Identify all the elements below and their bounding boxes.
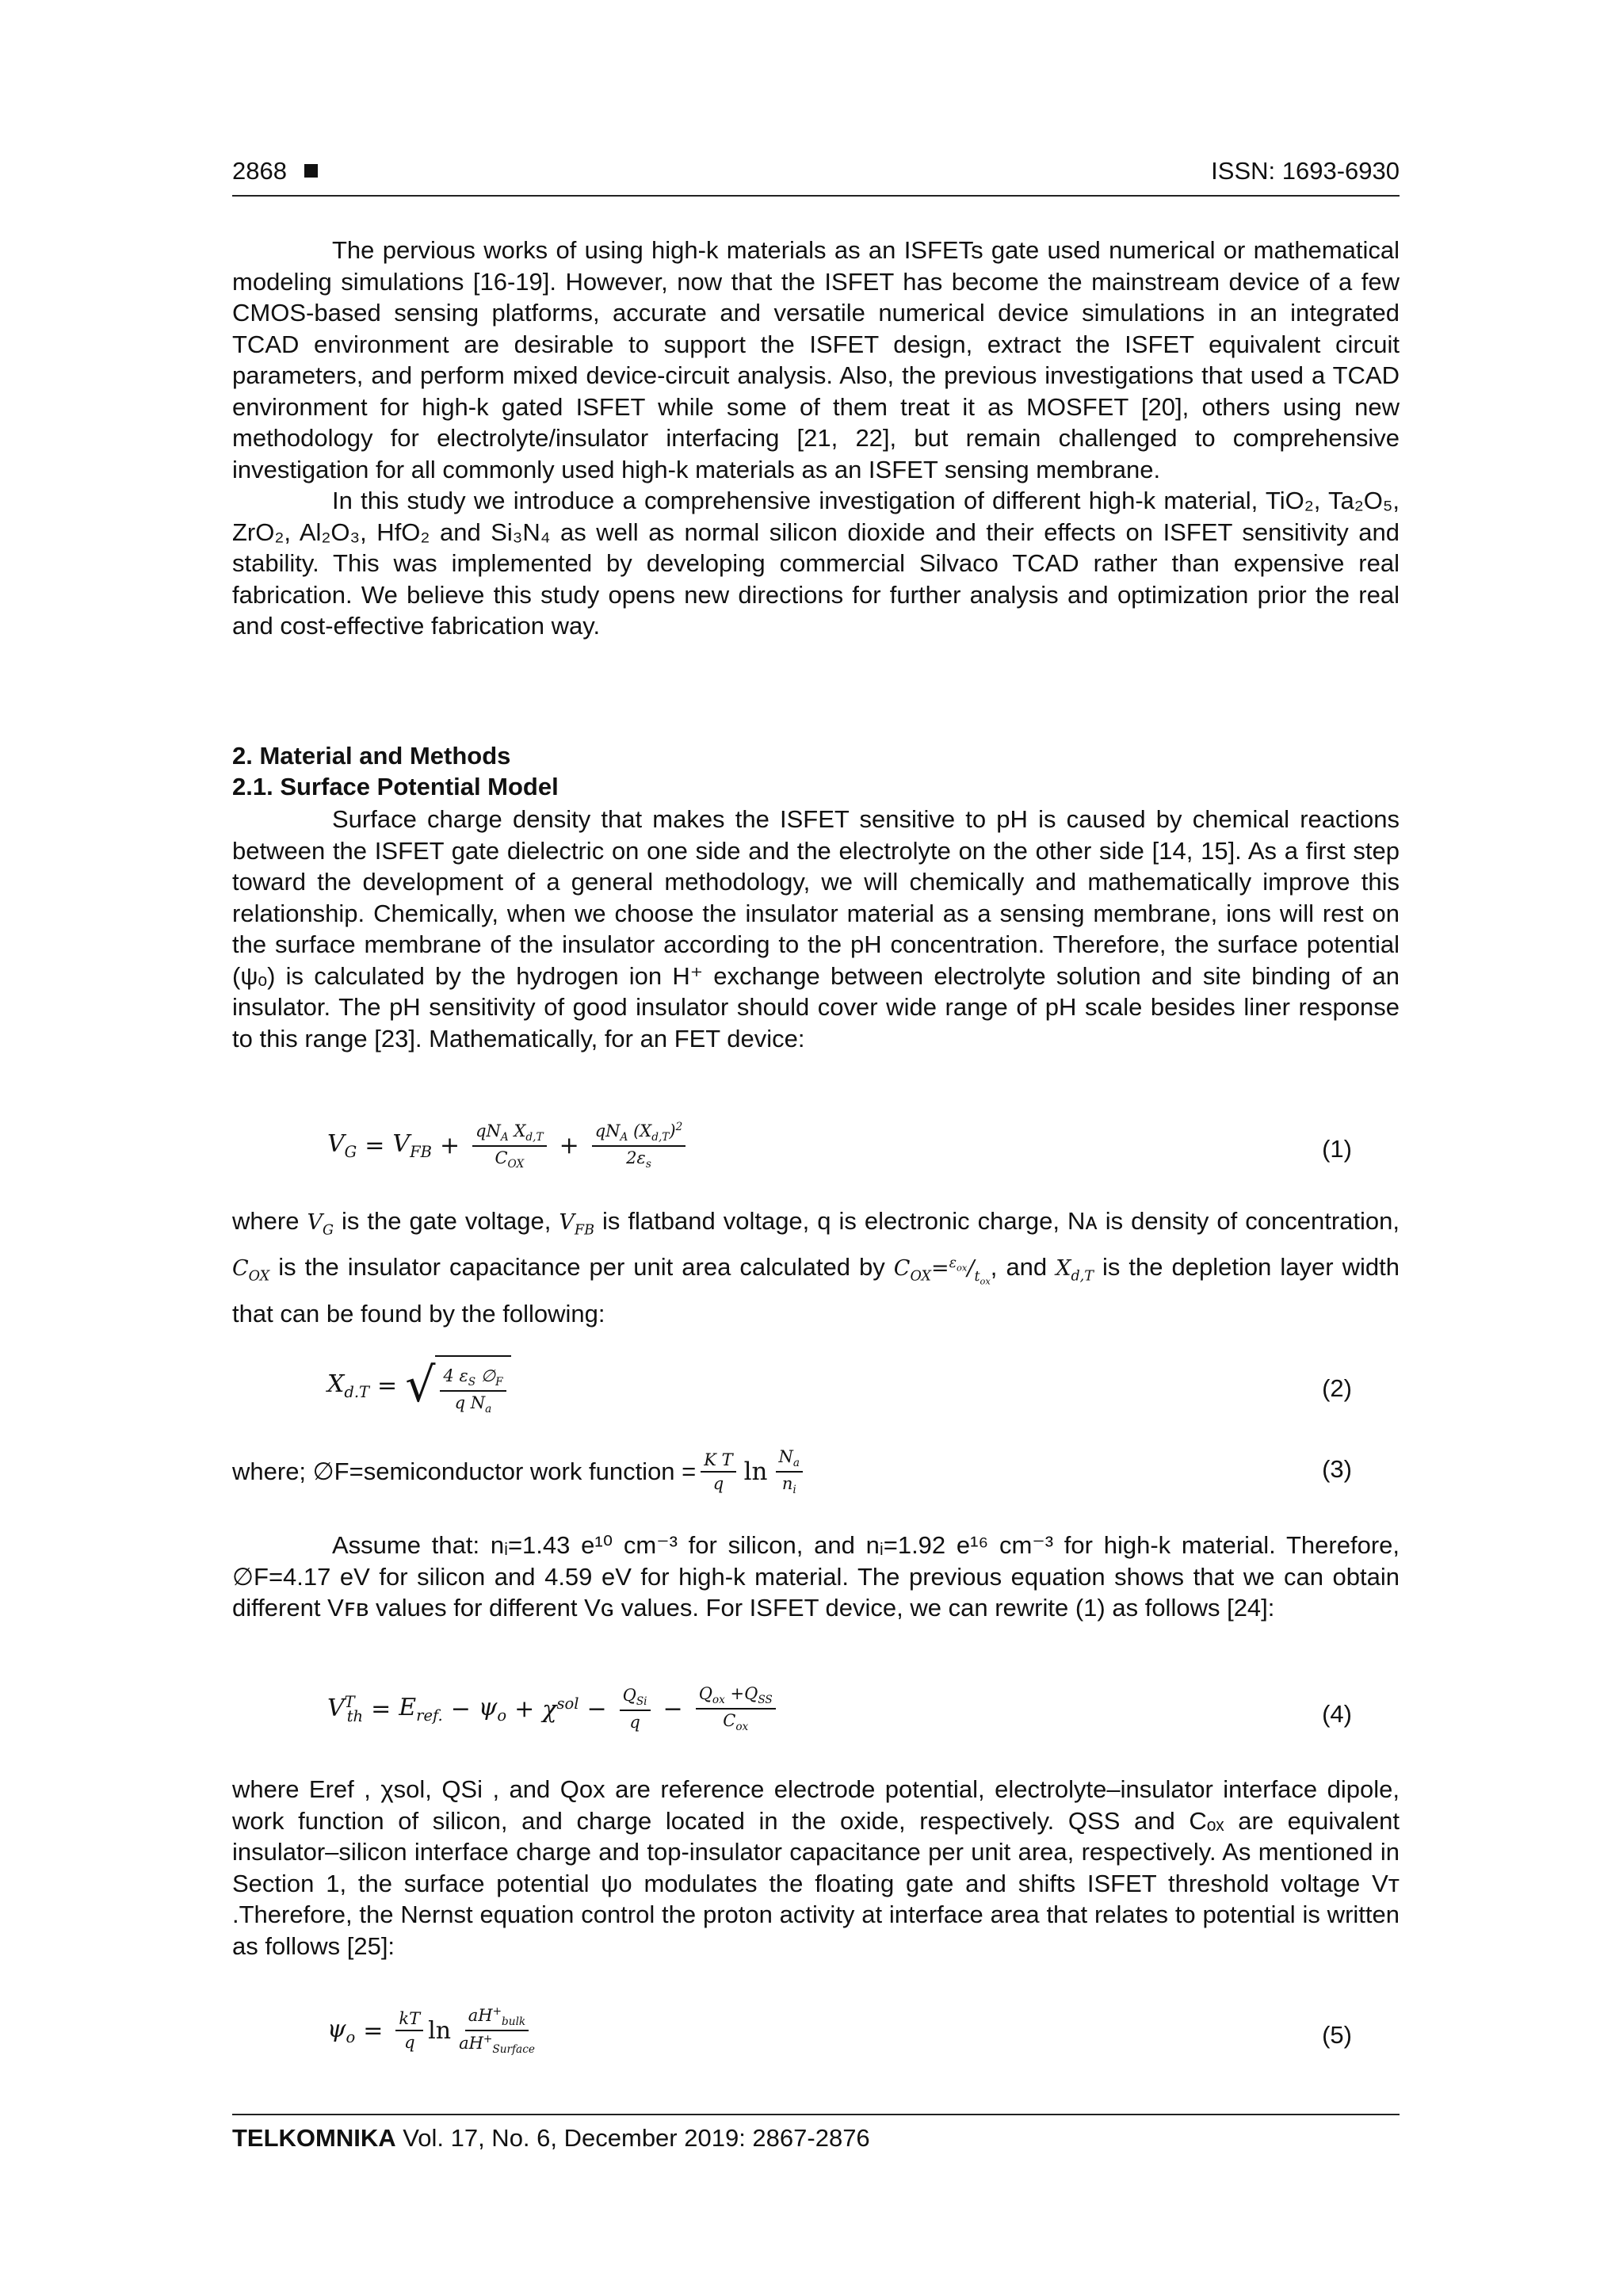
page-number: 2868 (232, 157, 287, 185)
square-bullet-icon (304, 164, 318, 178)
equation-4-body: $V^T_{th}$ = $E_{ref.}$ − $\psi_o$ + $\chi^{sol}$ − $\frac{Q_{Si}}{q}$ − $\frac{Q_{ox} +Q_{SS}}{C_{ox}}$ (327, 1684, 781, 1733)
equation-1-body: $V_G$ = $V_{FB}$ + $\frac{qN_A X_{d,T}}{C_{OX}}$ + $\frac{qN_A (X_{d,T})^2}{2\varepsilon_s}$ (327, 1121, 690, 1171)
equation-1-number: (1) (1322, 1135, 1352, 1163)
equation-2 (232, 1355, 1400, 1427)
intro-paragraph-1: The pervious works of using high-k materials as an ISFETs gate used numerical or mathematical modeling simulations [16-19]. However, now that the ISFET has become the mainstream device of a few CMOS-based sensing platforms, accurate and versatile numerical device simulations in an integrated TCAD environment are desirable to support the ISFET design, extract the ISFET equivalent circuit parameters, and perform mixed device-circuit analysis. Also, the previous investigations that used a TCAD environment for high-k gated ISFET while some of them treat it as MOSFET [20], others using new methodology for electrolyte/insulator interfacing [21, 22], but remain challenged to comprehensive investigation for all commonly used high-k materials as an ISFET sensing membrane. (232, 236, 1400, 483)
page-footer (232, 2124, 870, 2153)
journal-name: TELKOMNIKA (232, 2124, 396, 2152)
equation-4-number: (4) (1322, 1700, 1352, 1728)
equation-4 (232, 1684, 1400, 1748)
section-heading: 2. Material and Methods (232, 742, 511, 770)
equation-2-number: (2) (1322, 1374, 1352, 1402)
journal-citation: Vol. 17, No. 6, December 2019: 2867-2876 (403, 2124, 870, 2152)
page-header (232, 157, 1400, 197)
assumption-paragraph: Assume that: nᵢ=1.43 e¹⁰ cm⁻³ for silicon, and nᵢ=1.92 e¹⁶ cm⁻³ for high-k material. Therefore, ∅F=4.17 eV for silicon and 4.59 eV for high-k material. The previous equation shows that we can obtain different Vꜰʙ values for different Vɢ values. For ISFET device, we can rewrite (1) as follows [24]: (232, 1531, 1400, 1622)
threshold-paragraph: where Eref , χsol, QSi , and Qox are reference electrode potential, electrolyte–insulator interface dipole, work function of silicon, and charge located in the oxide, respectively. QSS and Cₒₓ are equivalent insulator–silicon interface charge and top-insulator capacitance per unit area, respectively. As mentioned in Section 1, the surface potential ψo modulates the floating gate and shifts ISFET threshold voltage Vᴛ .Therefore, the Nernst equation control the proton activity at interface area that relates to potential is written as follows [25]: (232, 1775, 1400, 1960)
equation-2-body: $X_{d.T}$ = √ $\frac{4 \varepsilon_S \emptyset_F}{q N_a}$ (327, 1355, 511, 1415)
equation-1 (232, 1117, 1400, 1181)
equation-3-body: where; ∅F=semiconductor work function = $\frac{\text{K T}}{q}$ ln $\frac{N_a}{n_i}$ (232, 1447, 808, 1496)
equation-5 (232, 2005, 1400, 2069)
surface-potential-paragraph: Surface charge density that makes the ISFET sensitive to pH is caused by chemical reactions between the ISFET gate dielectric on one side and the electrolyte on the other side [14, 15]. As a first step toward the development of a general methodology, we will chemically and mathematically improve this relationship. Chemically, when we choose the insulator material as a sensing membrane, ions will rest on the surface membrane of the insulator according to the pH concentration. Therefore, the surface potential (ψₒ) is calculated by the hydrogen ion H⁺ exchange between electrolyte solution and site binding of an insulator. The pH sensitivity of good insulator should cover wide range of pH scale besides liner response to this range [23]. Mathematically, for an FET device: (232, 805, 1400, 1052)
subsection-heading: 2.1. Surface Potential Model (232, 773, 559, 800)
footer-rule (232, 2114, 1400, 2115)
equation-3 (232, 1447, 1400, 1503)
section-paragraph-4 (232, 1774, 1400, 1962)
section-paragraph-1 (232, 804, 1400, 1054)
gate-voltage-paragraph: where $V_G$ is the gate voltage, $V_{FB}$ is flatband voltage, q is electronic charge, Nᴀ is density of concentration, $C_{OX}$ is the insulator capacitance per unit area calculated by $C_{OX}=^{\varepsilon_{ox}}/_{t_{ox}}$, and $X_{d,T}$ is the depletion layer width that can be found by the following: (232, 1207, 1400, 1328)
section-paragraph-2 (232, 1205, 1400, 1331)
intro-text (232, 235, 1400, 642)
equation-3-number: (3) (1322, 1455, 1352, 1483)
equation-5-body: $\psi_o$ = $\frac{kT}{q}$ ln $\frac{aH^+_{bulk}}{aH^+_{Surface}}$ (327, 2005, 535, 2057)
section-paragraph-3 (232, 1530, 1400, 1624)
issn: ISSN: 1693-6930 (1211, 157, 1400, 185)
page-number-group (232, 157, 318, 185)
intro-paragraph-2: In this study we introduce a comprehensive investigation of different high-k material, TiO₂, Ta₂O₅, ZrO₂, Al₂O₃, HfO₂ and Si₃N₄ as well as normal silicon dioxide and their effects on ISFET sensitivity and stability. This was implemented by developing commercial Silvaco TCAD rather than expensive real fabrication. We believe this study opens new directions for further analysis and optimization prior the real and cost-effective fabrication way. (232, 487, 1400, 640)
equation-5-number: (5) (1322, 2021, 1352, 2049)
